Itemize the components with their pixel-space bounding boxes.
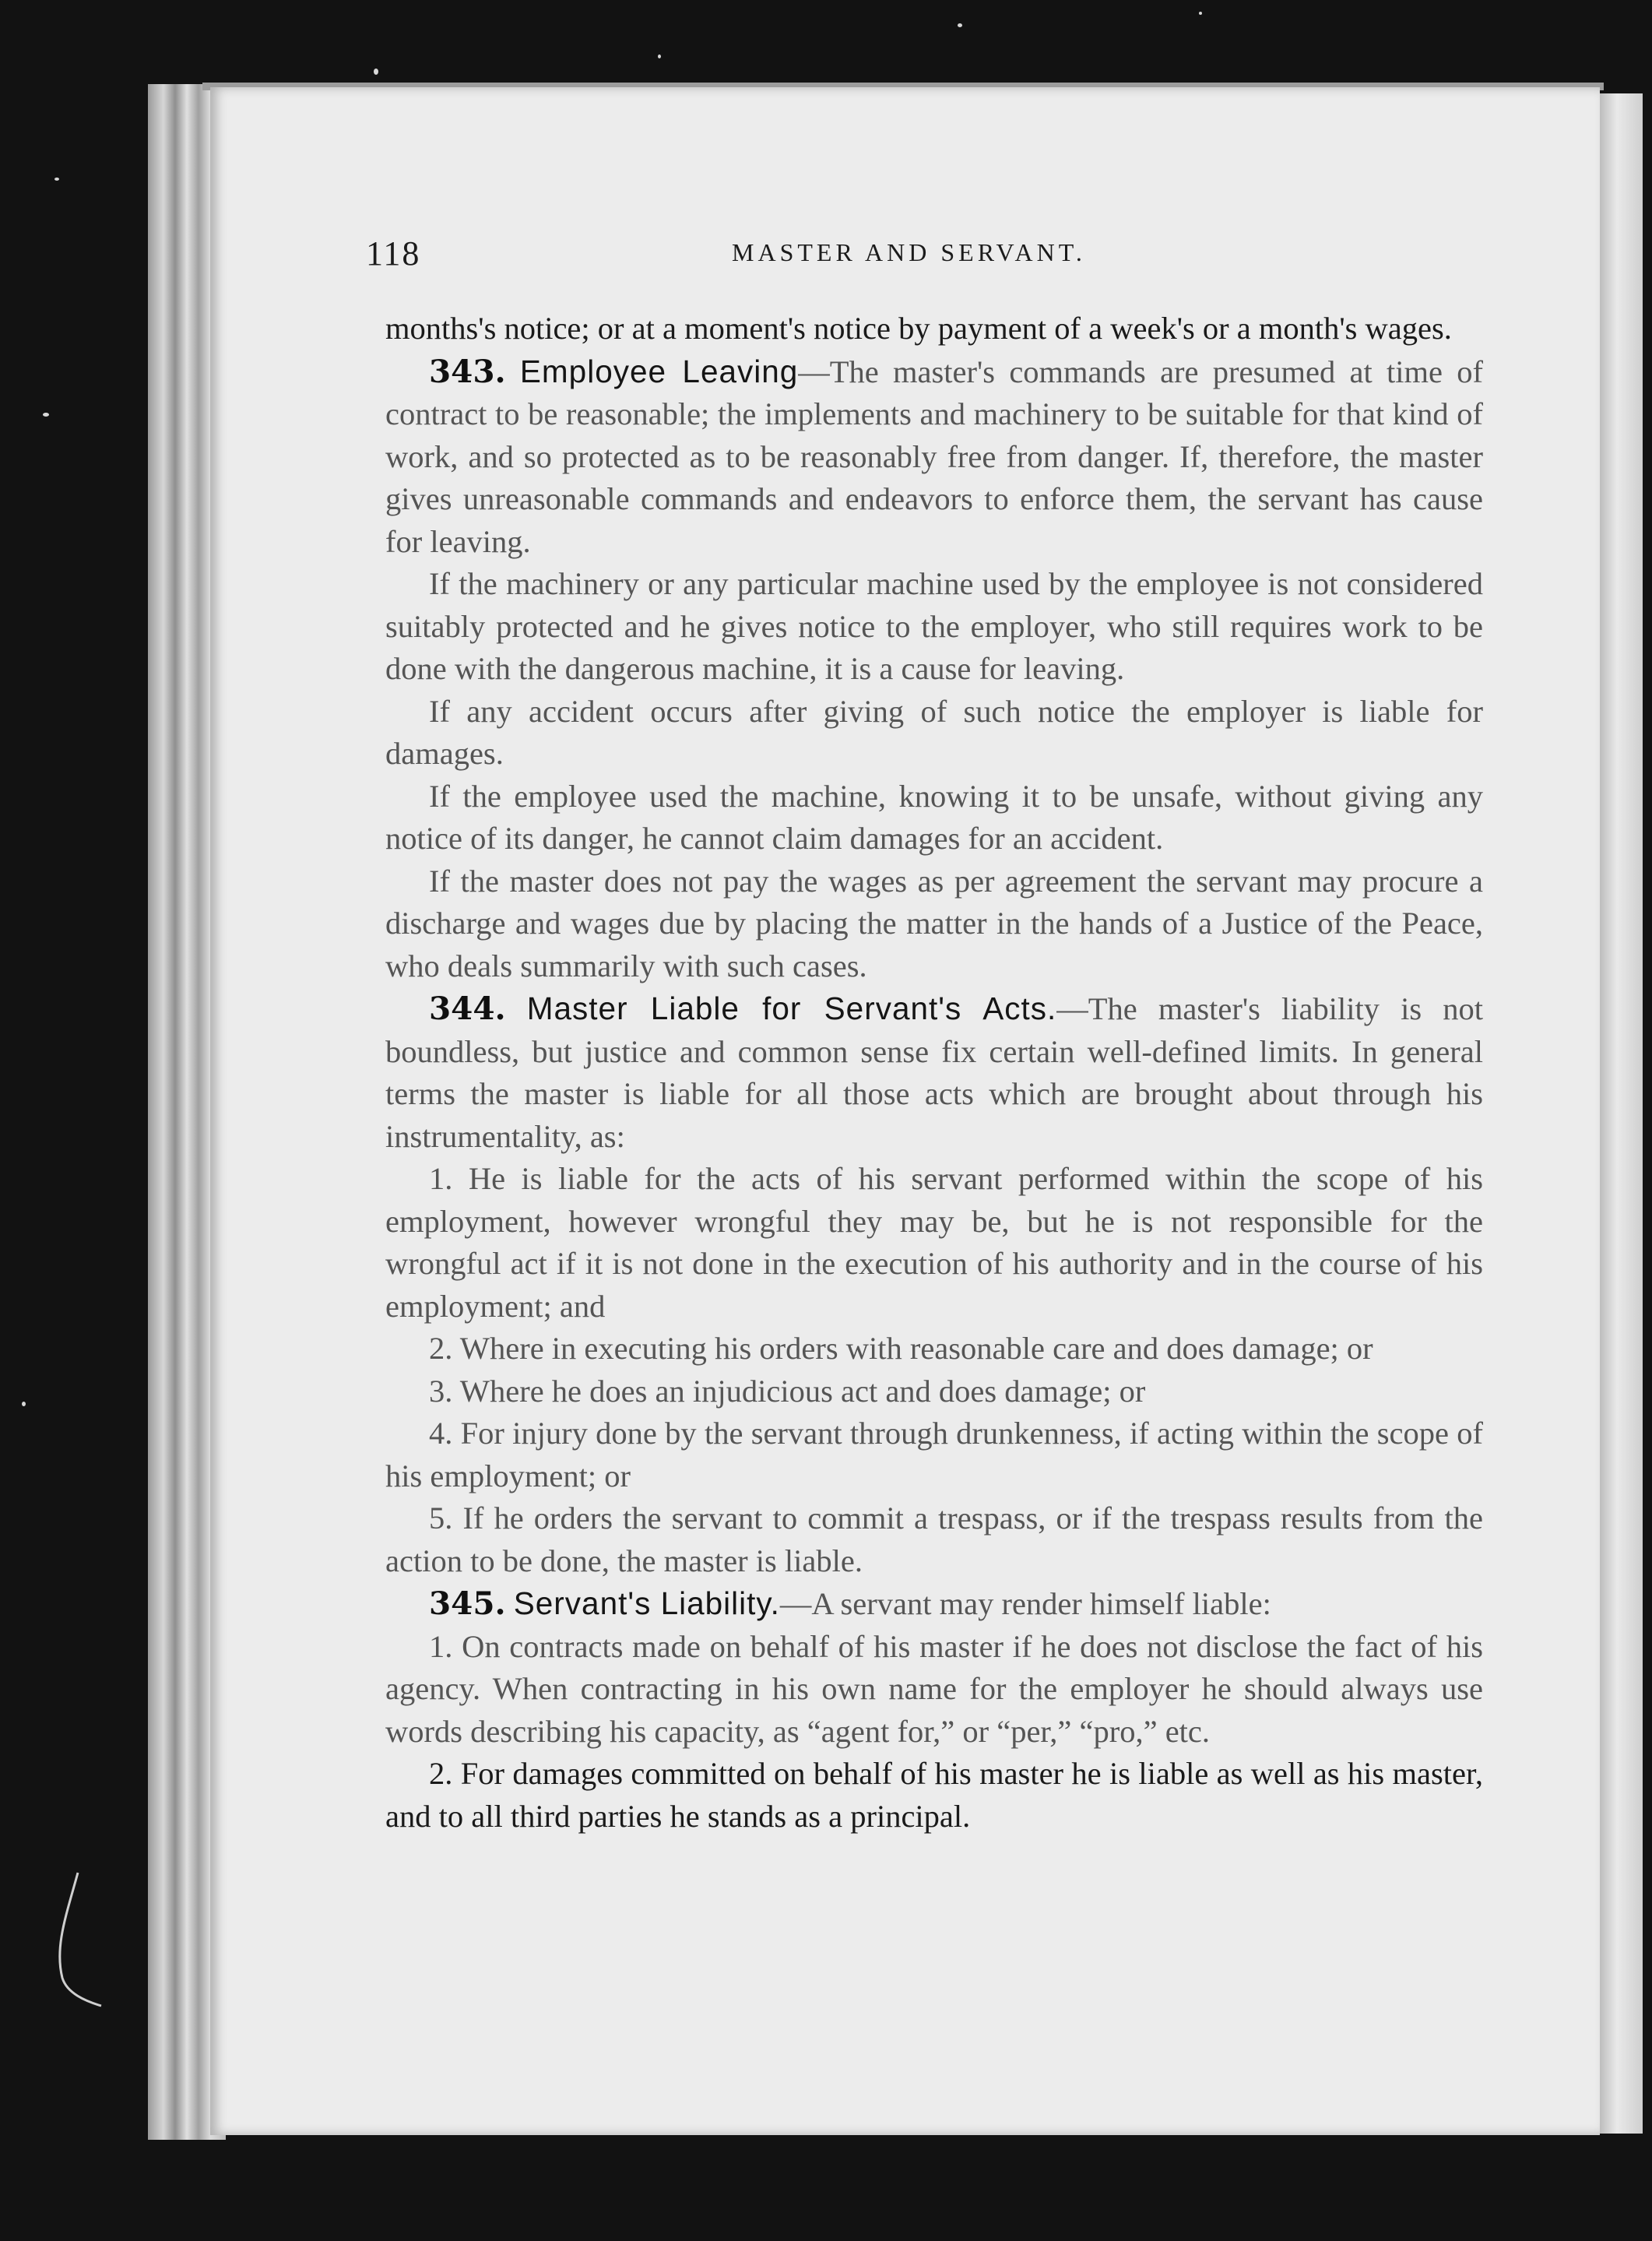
background-speck (1199, 12, 1202, 15)
background-speck (22, 1402, 26, 1406)
section-number: 343. (429, 352, 506, 390)
paragraph (385, 776, 1483, 860)
paragraph (385, 308, 1483, 350)
section-343 (385, 350, 1483, 564)
paragraph-text: —A servant may render himself liable: (779, 1586, 1271, 1621)
paragraph-text: 2. For damages committed on behalf of his master he is liable as well as his master, and to all third parties he stands as a principal. (385, 1756, 1483, 1834)
page-header (366, 234, 1471, 280)
list-item (385, 1158, 1483, 1328)
background-speck (43, 413, 49, 417)
background-speck (54, 178, 59, 181)
section-title: Master Liable for Servant's Acts. (526, 990, 1057, 1026)
facing-page-edge (1600, 93, 1643, 2134)
section-number: 344. (429, 990, 506, 1027)
paragraph-text: 3. Where he does an injudicious act and does damage; or (429, 1373, 1146, 1409)
section-number: 345. (429, 1585, 506, 1622)
background-speck (374, 69, 378, 75)
paragraph-text: 1. He is liable for the acts of his servant performed within the scope of his employment, however wrongful they may be, but he is not responsible for the wrongful act if it is not done in the execution of his authority and in the course of his employment; and (385, 1161, 1483, 1324)
list-item (385, 1370, 1483, 1413)
paragraph-text: If any accident occurs after giving of such notice the employer is liable for damages. (385, 693, 1483, 771)
section-title: Servant's Liability. (513, 1585, 780, 1621)
list-item (385, 1497, 1483, 1582)
paragraph-text: If the machinery or any particular machine used by the employee is not considered suitably protected and he gives notice to the employer, who still requires work to be done with the dangerous machine, it is a cause for leaving. (385, 566, 1483, 686)
paragraph-text: —The master's liability is not boundless, but justice and common sense fix certain well-defined limits. In general terms the master is liable for all those acts which are brought about through his instrumentality, as: (385, 991, 1484, 1154)
paragraph-text: If the master does not pay the wages as per agreement the servant may procure a discharge and wages due by placing the matter in the hands of a Justice of the Peace, who deals summarily with such cases. (385, 863, 1483, 983)
paragraph (385, 691, 1483, 776)
paragraph-text: 1. On contracts made on behalf of his master if he does not disclose the fact of his agency. When contracting in his own name for the employer he should always use words describing his capacity, as “agent for,” or “per,” “pro,” etc. (385, 1628, 1483, 1749)
list-item (385, 1328, 1483, 1370)
paragraph-text: 2. Where in executing his orders with reasonable care and does damage; or (429, 1331, 1373, 1366)
paragraph-text: If the employee used the machine, knowing it to be unsafe, without giving any notice of its danger, he cannot claim damages for an accident. (385, 778, 1483, 856)
background-speck (658, 55, 661, 58)
section-345 (385, 1582, 1483, 1626)
list-item (385, 1753, 1483, 1838)
paragraph-text: months's notice; or at a moment's notice by payment of a week's or a month's wages. (385, 311, 1452, 346)
list-item (385, 1412, 1483, 1497)
paragraph-text: —The master's commands are presumed at time of contract to be reasonable; the implements and machinery to be suitable for that kind of work, and so protected as to be reasonably free from danger. If, therefore, the master gives unreasonable commands and endeavors to enforce them, the servant has cause for leaving. (385, 354, 1484, 559)
page-body (385, 308, 1483, 1838)
background-speck (958, 23, 962, 27)
section-344 (385, 987, 1483, 1158)
section-title: Employee Leaving (519, 353, 799, 389)
list-item (385, 1626, 1483, 1754)
paragraph (385, 860, 1483, 988)
background-scratch (47, 1869, 109, 2009)
page-number: 118 (366, 234, 421, 273)
paragraph (385, 563, 1483, 691)
paragraph-text: 5. If he orders the servant to commit a trespass, or if the trespass results from the action to be done, the master is liable. (385, 1500, 1483, 1578)
paragraph-text: 4. For injury done by the servant through drunkenness, if acting within the scope of his employment; or (385, 1416, 1483, 1493)
running-title: MASTER AND SERVANT. (732, 238, 1086, 266)
